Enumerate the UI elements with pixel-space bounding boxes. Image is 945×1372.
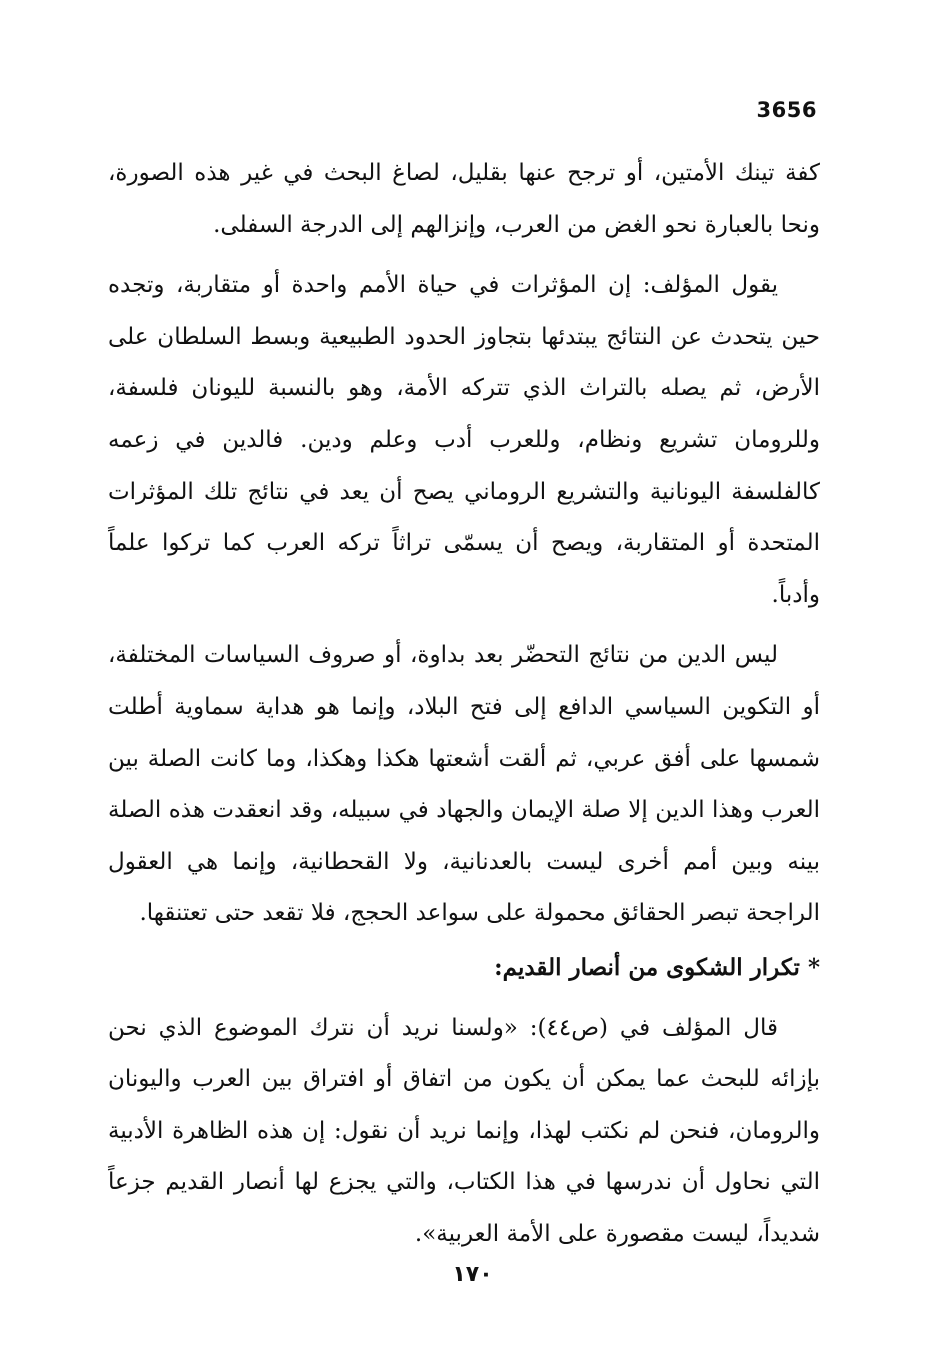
page-number-bottom: ١٧٠ — [452, 1262, 493, 1287]
paragraph-1: كفة تينك الأمتين، أو ترجح عنها بقليل، لصاغ البحث في غير هذه الصورة، ونحا بالعبارة نحو الغض من العرب، وإنزالهم إلى الدرجة السفلى. — [108, 160, 820, 238]
page-body — [108, 148, 820, 1260]
paragraph-4: قال المؤلف في (ص٤٤): «ولسنا نريد أن نترك الموضوع الذي نحن بإزائه للبحث عما يمكن أن يكون من اتفاق أو افتراق بين العرب واليونان والرومان، فنحن لم نكتب لهذا، وإنما نريد أن نقول: إن هذه الظاهرة الأدبية التي نحاول أن ندرسها في هذا الكتاب، والتي يجزع لها أنصار القديم جزعاً شديداً، ليست مقصورة على الأمة العربية». — [108, 1014, 820, 1247]
page-number-top: 3656 — [756, 98, 817, 122]
paragraph-3: ليس الدين من نتائج التحضّر بعد بداوة، أو صروف السياسات المختلفة، أو التكوين السياسي الدافع إلى فتح البلاد، وإنما هو هداية سماوية أطلت شمسها على أفق عربي، ثم ألقت أشعتها هكذا وهكذا، وما كانت الصلة بين العرب وهذا الدين إلا صلة الإيمان والجهاد في سبيله، وقد انعقدت هذه الصلة بينه وبين أمم أخرى ليست بالعدنانية، ولا القحطانية، وإنما هي العقول الراجحة تبصر الحقائق محمولة على سواعد الحجج، فلا تقعد حتى تعتنقها. — [108, 642, 820, 927]
paragraph-2: يقول المؤلف: إن المؤثرات في حياة الأمم واحدة أو متقاربة، وتجده حين يتحدث عن النتائج يبتدئها بتجاوز الحدود الطبيعية وبسط السلطان على الأرض، ثم يصله بالتراث الذي تتركه الأمة، وهو بالنسبة لليونان فلسفة، وللرومان تشريع ونظام، وللعرب أدب وعلم ودين. فالدين في زعمه كالفلسفة اليونانية والتشريع الروماني يصح أن يعد في نتائج تلك المؤثرات المتحدة أو المتقاربة، ويصح أن يسمّى تراثاً تركه العرب كما تركوا علماً وأدباً. — [108, 272, 820, 608]
section-heading: * تكرار الشكوى من أنصار القديم: — [494, 953, 820, 981]
